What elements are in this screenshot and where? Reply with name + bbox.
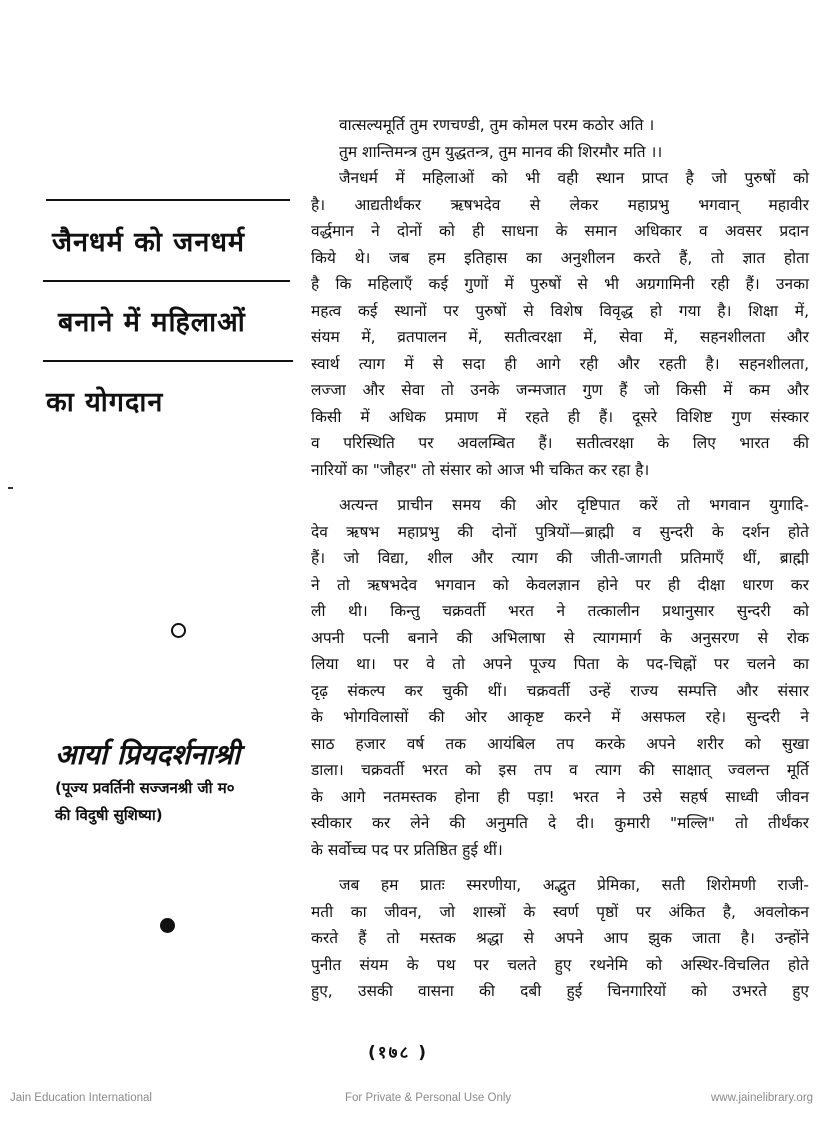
text-line: जब हम प्रातः स्मरणीया, अद्भुत प्रेमिका, सती शिरोमणी राजी-	[339, 876, 809, 894]
text-line: हुए, उसकी वासना की दबी हुई चिनगारियों को उभरते हुए	[311, 982, 809, 1000]
text-line: व परिस्थिति पर अवलम्बित हैं। सतीत्वरक्षा के लिए भारत की	[311, 434, 809, 452]
divider-rule	[46, 199, 290, 201]
text-line: वर्द्धमान ने दोनों को ही साधना के समान अधिकार व अवसर प्रदान	[311, 222, 809, 240]
text-line: अत्यन्त प्राचीन समय की ओर दृष्टिपात करें तो भगवान युगादि-	[339, 496, 809, 514]
article-title-line-1: जैनधर्म को जनधर्म	[52, 227, 246, 258]
author-note-line-1: (पूज्य प्रवर्तिनी सज्जनश्री जी म०	[55, 779, 235, 797]
text-line: के आगे नतमस्तक होना ही पड़ा! भरत ने उसे सहर्ष साध्वी जीवन	[311, 787, 809, 806]
text-line: ली थी। किन्तु चक्रवर्ती भरत ने तत्कालीन प्रथानुसार सुन्दरी को	[311, 602, 809, 620]
article-body	[311, 112, 809, 1005]
verse-line: वात्सल्यमूर्ति तुम रणचण्डी, तुम कोमल परम कठोर अति ।	[339, 116, 655, 134]
text-line: संयम में, व्रतपालन में, सतीत्वरक्षा में, सेवा में, सहनशीलता और	[311, 328, 809, 346]
text-line: किसी में अधिक प्रमाण में रहते ही हैं। दूसरे विशिष्ट गुण संस्कार	[311, 407, 809, 426]
article-title-line-3: का योगदान	[46, 387, 164, 418]
text-line: जैनधर्म में महिलाओं को भी वही स्थान प्राप्त है जो पुरुषों को	[339, 169, 809, 187]
text-line: महत्व कई स्थानों पर पुरुषों से विशेष विवृद्ध हो गया है। शिक्षा में,	[311, 301, 809, 320]
bullet-ornament-icon	[160, 918, 175, 933]
text-line: डाला। चक्रवर्ती भरत को इस तप व त्याग की साक्षात् ज्वलन्त मूर्ति	[311, 761, 809, 779]
text-line: है कि महिलाएँ कई गुणों में पुरुषों से भी अग्रगामिनी रही हैं। उनका	[311, 275, 809, 293]
text-line: के भोगविलासों की ओर आकृष्ट करने में असफल रहे। सुन्दरी ने	[311, 708, 809, 726]
divider-rule	[43, 360, 293, 362]
text-line: अपनी पत्नी बनाने की अभिलाषा से त्यागमार्ग के अनुसरण से रोक	[311, 628, 809, 647]
footer-right: www.jainelibrary.org	[711, 1092, 814, 1104]
paragraph-3	[311, 872, 809, 1005]
sidebar-column	[0, 0, 300, 1122]
text-line: दृढ़ संकल्प कर चुकी थीं। चक्रवर्ती उन्हें राज्य सम्पत्ति और संसार	[311, 681, 809, 700]
text-line: हैं। जो विद्या, शील और त्याग की जीती-जागती प्रतिमाएँ थीं, ब्राह्मी	[311, 549, 809, 567]
text-line: स्वीकार कर लेने की अनुमति दे दी। कुमारी "मल्लि" तो तीर्थंकर	[311, 814, 809, 832]
verse-line: तुम शान्तिमन्त्र तुम युद्धतन्त्र, तुम मानव की शिरमौर मति ।।	[339, 142, 663, 161]
scan-mark	[8, 487, 13, 489]
footer-left: Jain Education International	[10, 1092, 152, 1104]
circle-ornament-icon	[171, 623, 186, 638]
article-title-line-2: बनाने में महिलाओं	[58, 307, 246, 338]
paragraph-2	[311, 492, 809, 863]
text-line: स्वार्थ त्याग में से सदा ही आगे रही और रहती है। सहनशीलता,	[311, 354, 809, 373]
text-line: किये थे। जब हम इतिहास का अनुशीलन करते हैं, तो ज्ञात होता	[311, 248, 809, 267]
text-line: मती का जीवन, जो शास्त्रों के स्वर्ण पृष्ठों पर अंकित है, अवलोकन	[311, 902, 809, 921]
text-line: नारियों का "जौहर" तो संसार को आज भी चकित कर रहा है।	[311, 460, 650, 479]
text-line: ने तो ऋषभदेव भगवान को केवलज्ञान होने पर ही दीक्षा धारण कर	[311, 575, 809, 594]
text-line: करते हैं तो मस्तक श्रद्धा से अपने आप झुक जाता है। उन्होंने	[311, 929, 809, 947]
author-name: आर्या प्रियदर्शनाश्री	[55, 738, 241, 771]
author-note-line-2: की विदुषी सुशिष्या)	[55, 806, 163, 824]
divider-rule	[43, 280, 290, 282]
footer-center: For Private & Personal Use Only	[345, 1092, 512, 1104]
paragraph-1	[311, 165, 809, 483]
text-line: देव ऋषभ महाप्रभु की दोनों पुत्रियों—ब्राह्मी व सुन्दरी के दर्शन होते	[311, 522, 809, 541]
text-line: लज्जा और सेवा तो उनके जन्मजात गुण हैं जो किसी में कम और	[311, 381, 809, 399]
text-line: के सर्वोच्च पद पर प्रतिष्ठित हुई थीं।	[311, 840, 503, 859]
text-line: है। आद्यतीर्थंकर ऋषभदेव से लेकर महाप्रभु भगवान् महावीर	[311, 195, 809, 214]
text-line: पुनीत संयम के पथ पर चलते हुए रथनेमि को अस्थिर-विचलित होते	[311, 955, 809, 974]
text-line: साठ हजार वर्ष तक आयंबिल तप करके अपने शरीर को सुखा	[311, 734, 809, 753]
text-line: लिया था। पर वे तो अपने पूज्य पिता के पद-चिह्नों पर चलने का	[311, 655, 809, 673]
page-number: (१७८ )	[368, 1043, 428, 1063]
